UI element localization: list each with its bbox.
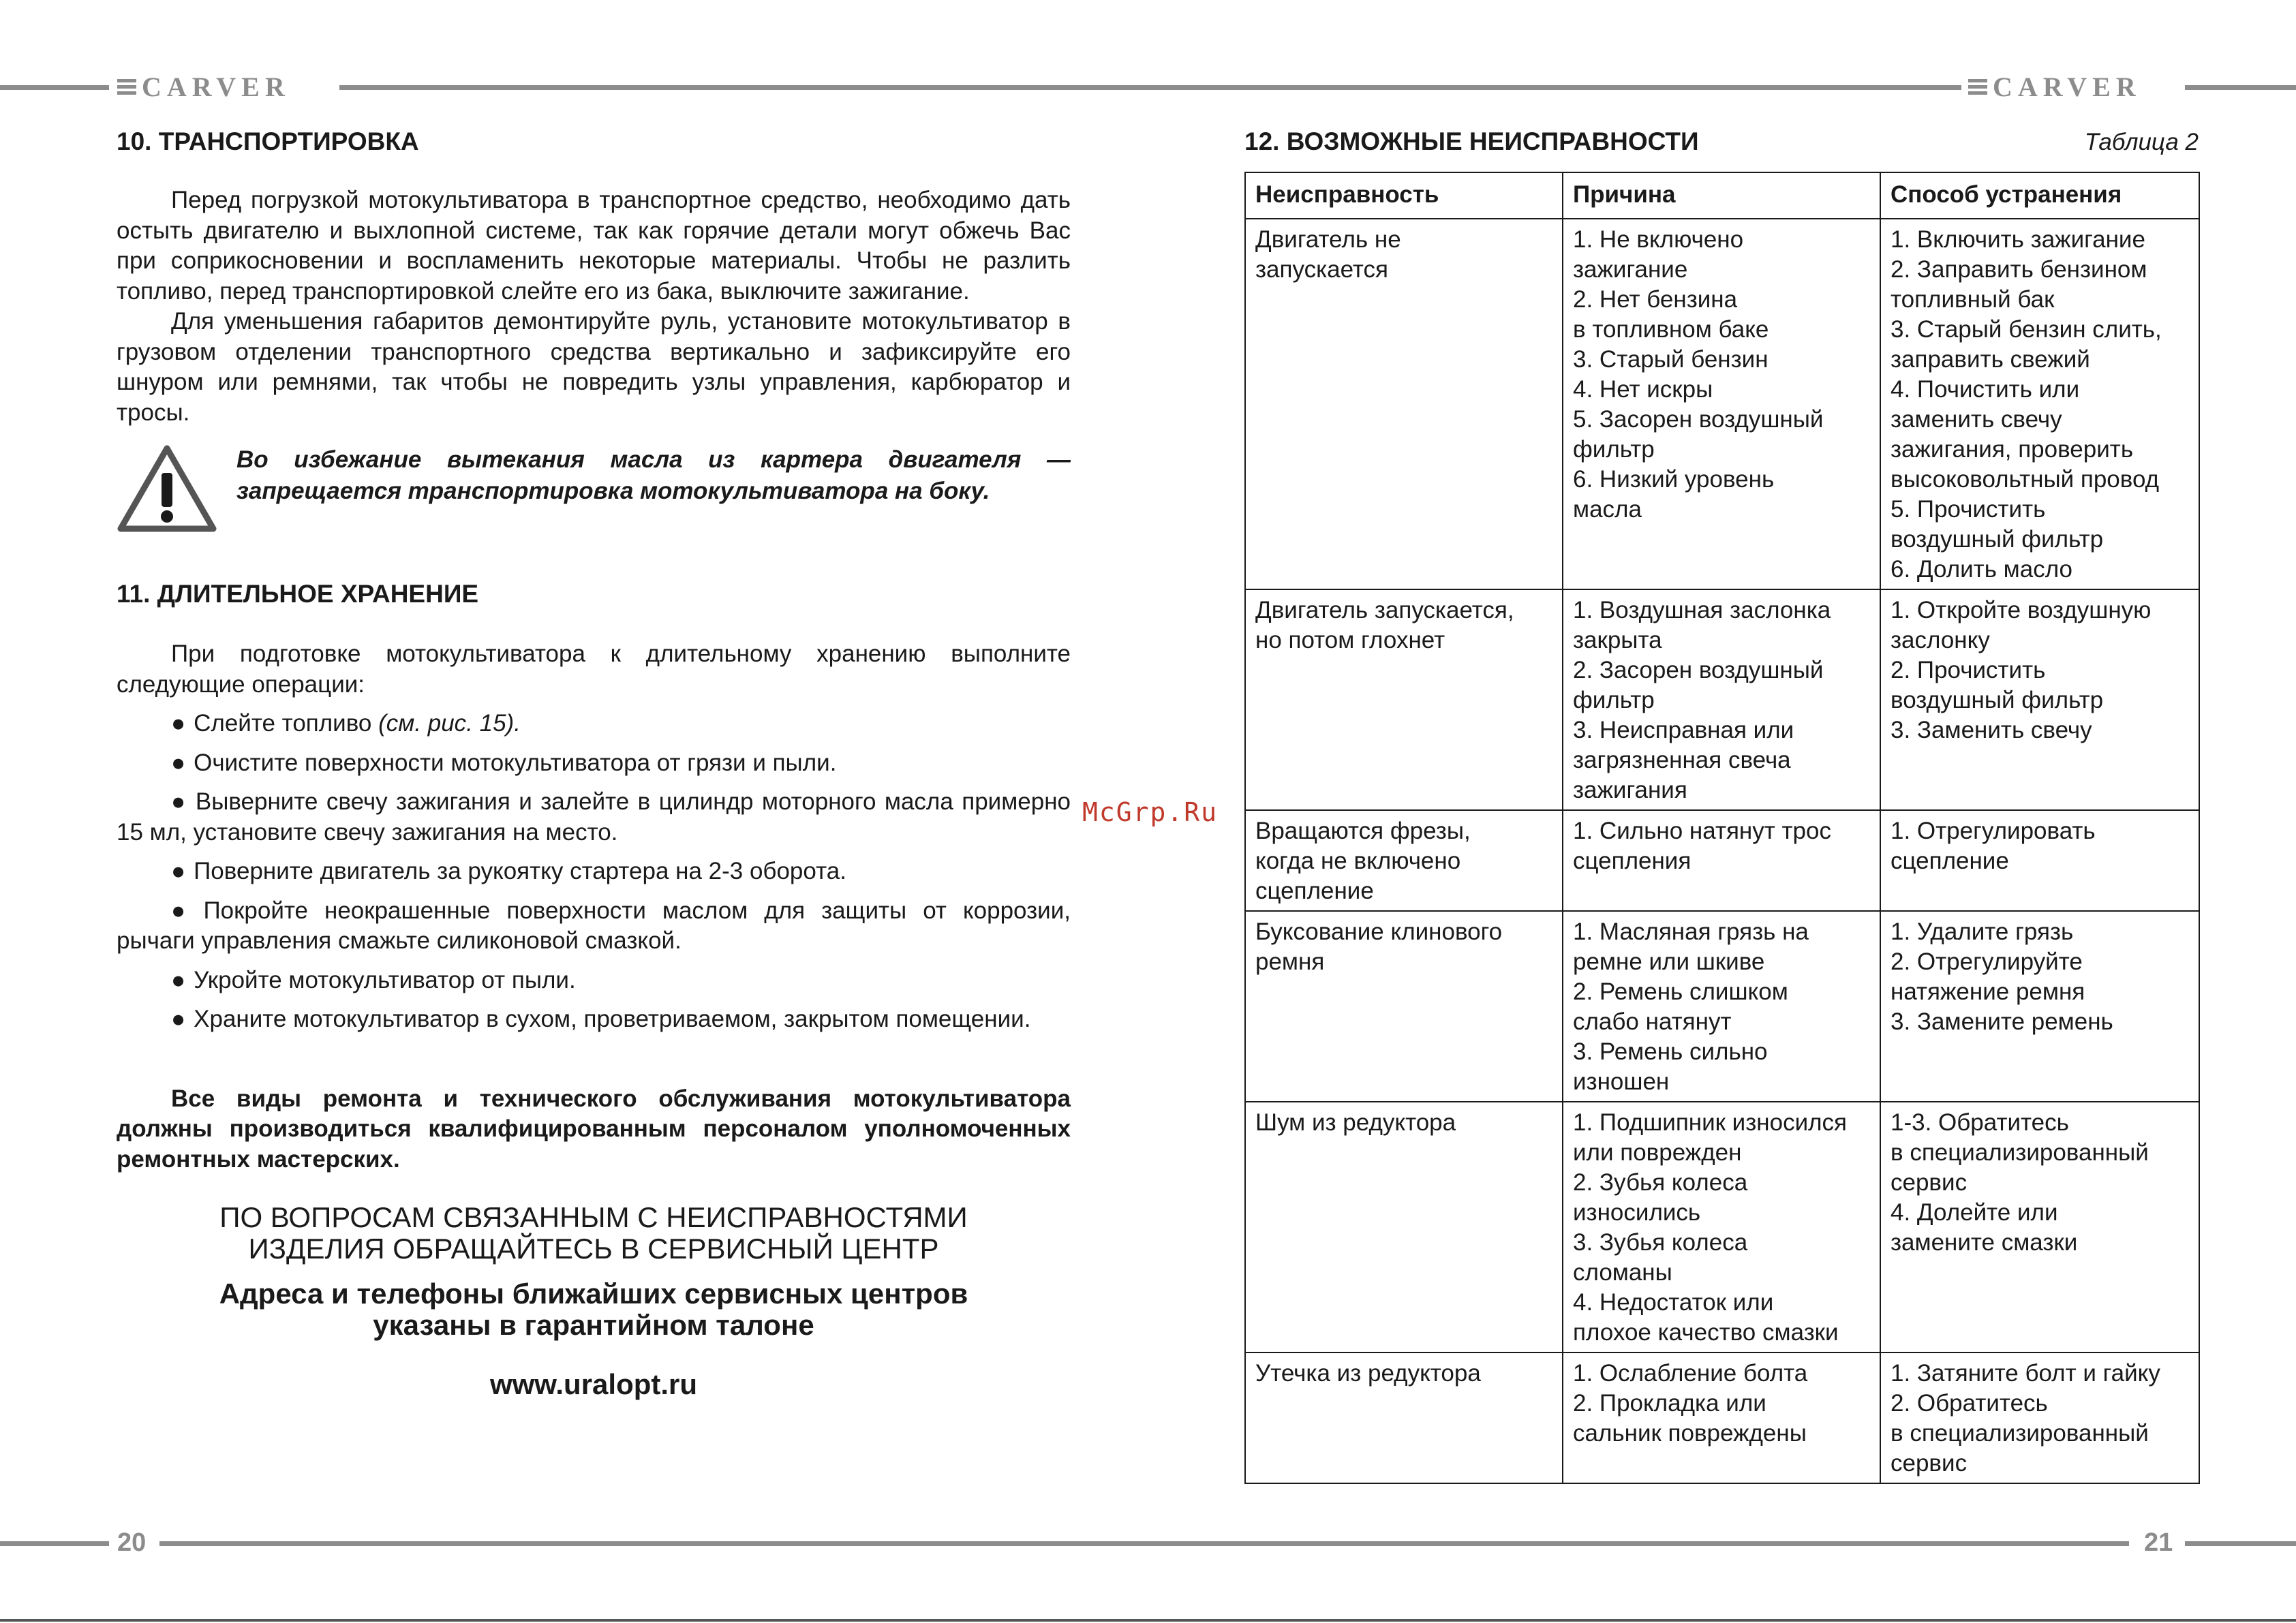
cell-line: сальник повреждены bbox=[1573, 1420, 1807, 1447]
cell-line: 3. Старый бензин bbox=[1573, 346, 1769, 373]
cell-line: сцепление bbox=[1891, 848, 2009, 874]
list-item: ● Покройте неокрашенные поверхности маслом для защиты от коррозии, рычаги управления смажьте силиконовой смазкой. bbox=[117, 897, 1071, 954]
footer-rule-right bbox=[2185, 1541, 2296, 1546]
cell-line: в топливном баке bbox=[1573, 316, 1769, 343]
cell-line: когда не включено bbox=[1255, 848, 1461, 874]
cell-line: 1. Сильно натянут трос bbox=[1573, 818, 1831, 844]
cell-line: 2. Прочистить bbox=[1891, 657, 2046, 683]
column-header-remedy: Способ устранения bbox=[1880, 172, 2199, 219]
website-link[interactable]: www.uralopt.ru bbox=[489, 1368, 698, 1400]
cell-line: Двигатель не bbox=[1255, 226, 1401, 253]
warning-triangle-icon bbox=[117, 444, 217, 534]
bullet-icon: ● bbox=[171, 1006, 186, 1032]
brand-logo-right bbox=[1968, 72, 2141, 102]
header-rule-left-b bbox=[339, 85, 1961, 90]
column-header-cause: Причина bbox=[1563, 172, 1880, 219]
cell-line: воздушный фильтр bbox=[1891, 526, 2104, 553]
service-line-2: ИЗДЕЛИЯ ОБРАЩАЙТЕСЬ В СЕРВИСНЫЙ ЦЕНТР bbox=[248, 1233, 939, 1265]
table-cell-cause bbox=[1563, 589, 1880, 810]
cell-line: ремне или шкиве bbox=[1573, 948, 1765, 975]
footer-rule-middle bbox=[159, 1541, 2129, 1546]
table-cell-remedy bbox=[1880, 589, 2199, 810]
brand-mark-icon bbox=[117, 79, 136, 95]
table-row bbox=[1245, 1352, 2199, 1483]
table-row bbox=[1245, 1102, 2199, 1352]
cell-line: зажигания, проверить bbox=[1891, 436, 2134, 463]
header-rule-right bbox=[2185, 85, 2296, 90]
list-item: ● Храните мотокультиватор в сухом, проветриваемом, закрытом помещении. bbox=[171, 1006, 1031, 1032]
cell-line: или поврежден bbox=[1573, 1139, 1742, 1166]
cell-line: 1-3. Обратитесь bbox=[1891, 1109, 2069, 1136]
cell-line: 2. Отрегулируйте bbox=[1891, 948, 2083, 975]
table-cell-remedy bbox=[1880, 219, 2199, 589]
table-cell-fault bbox=[1245, 810, 1563, 911]
footer-rule-left bbox=[0, 1541, 109, 1546]
page-number-right: 21 bbox=[2144, 1528, 2173, 1557]
column-header-fault: Неисправность bbox=[1245, 172, 1563, 219]
address-line-1: Адреса и телефоны ближайших сервисных центров bbox=[219, 1278, 968, 1310]
cell-line: высоковольтный провод bbox=[1891, 466, 2160, 493]
left-page bbox=[117, 125, 1071, 1401]
cell-line: слабо натянут bbox=[1573, 1008, 1732, 1035]
cell-line: изношен bbox=[1573, 1068, 1670, 1095]
table-title-row bbox=[1244, 125, 2199, 161]
cell-line: 1. Откройте воздушную bbox=[1891, 597, 2152, 623]
cell-line: масла bbox=[1573, 496, 1642, 523]
cell-line: сцепления bbox=[1573, 848, 1692, 874]
cell-line: воздушный фильтр bbox=[1891, 687, 2104, 713]
cell-line: 1. Воздушная заслонка bbox=[1573, 597, 1831, 623]
cell-line: 4. Долейте или bbox=[1891, 1199, 2058, 1226]
bottom-edge-rule bbox=[0, 1619, 2296, 1622]
cell-line: сцепление bbox=[1255, 878, 1374, 904]
cell-line: 4. Нет искры bbox=[1573, 376, 1713, 403]
table-cell-remedy bbox=[1880, 911, 2199, 1102]
cell-line: 1. Масляная грязь на bbox=[1573, 918, 1809, 945]
table-caption: Таблица 2 bbox=[2084, 129, 2199, 155]
cell-line: 1. Отрегулировать bbox=[1891, 818, 2096, 844]
cell-line: сервис bbox=[1891, 1169, 1968, 1196]
cell-line: 2. Зубья колеса bbox=[1573, 1169, 1748, 1196]
cell-line: заправить свежий bbox=[1891, 346, 2090, 373]
section-10-paragraph-1: Перед погрузкой мотокультиватора в транспортное средство, необходимо дать остыть двигателю и выхлопной системе, так как горячие детали могут обжечь Вас при соприкосновении и воспламенить некоторые материалы. Чтобы не разлить топливо, перед транспортировкой слейте его из бака, выключите зажигание. bbox=[117, 187, 1071, 305]
cell-line: 3. Ремень сильно bbox=[1573, 1038, 1768, 1065]
section-11-intro: При подготовке мотокультиватора к длительному хранению выполните следующие операции: bbox=[117, 640, 1071, 698]
table-cell-fault bbox=[1245, 219, 1563, 589]
table-row bbox=[1245, 589, 2199, 810]
cell-line: 3. Замените ремень bbox=[1891, 1008, 2113, 1035]
cell-line: 1. Подшипник износился bbox=[1573, 1109, 1848, 1136]
cell-line: закрыта bbox=[1573, 627, 1662, 653]
brand-logo-left bbox=[117, 72, 290, 102]
cell-line: 1. Удалите грязь bbox=[1891, 918, 2074, 945]
storage-steps-list bbox=[117, 709, 1071, 1035]
cell-line: натяжение ремня bbox=[1891, 978, 2085, 1005]
cell-line: запускается bbox=[1255, 256, 1389, 283]
cell-line: сломаны bbox=[1573, 1259, 1672, 1286]
list-item: ● Слейте топливо (см. рис. 15). bbox=[171, 710, 521, 737]
service-line-1: ПО ВОПРОСАМ СВЯЗАННЫМ С НЕИСПРАВНОСТЯМИ bbox=[219, 1201, 968, 1233]
brand-name: CARVER bbox=[142, 72, 290, 102]
warning-text: Во избежание вытекания масла из картера двигателя — запрещается транспортировка мотокультиватора на боку. bbox=[236, 446, 1071, 504]
cell-line: но потом глохнет bbox=[1255, 627, 1445, 653]
faults-table bbox=[1244, 172, 2200, 1484]
table-header-row bbox=[1245, 172, 2199, 219]
table-row bbox=[1245, 219, 2199, 589]
bullet-icon: ● bbox=[171, 710, 186, 737]
cell-line: фильтр bbox=[1573, 436, 1655, 463]
table-cell-fault bbox=[1245, 589, 1563, 810]
warning-block bbox=[117, 444, 1071, 534]
table-row bbox=[1245, 911, 2199, 1102]
cell-line: 3. Заменить свечу bbox=[1891, 717, 2092, 743]
cell-line: износились bbox=[1573, 1199, 1701, 1226]
service-contact-block bbox=[117, 1202, 1071, 1401]
figure-reference: (см. рис. 15). bbox=[378, 710, 521, 737]
section-10-title: 10. ТРАНСПОРТИРОВКА bbox=[117, 127, 419, 155]
page-number-left: 20 bbox=[117, 1528, 147, 1557]
repair-note: Все виды ремонта и технического обслуживания мотокультиватора должны производиться квалифицированным персоналом уполномоченных ремонтных мастерских. bbox=[117, 1085, 1071, 1173]
bullet-icon: ● bbox=[171, 966, 186, 993]
table-cell-remedy bbox=[1880, 1352, 2199, 1483]
cell-line: 5. Засорен воздушный bbox=[1573, 406, 1824, 433]
cell-line: сервис bbox=[1891, 1450, 1968, 1477]
cell-line: в специализированный bbox=[1891, 1420, 2149, 1447]
faults-table-body bbox=[1245, 219, 2199, 1483]
table-cell-remedy bbox=[1880, 1102, 2199, 1352]
cell-line: 2. Ремень слишком bbox=[1573, 978, 1788, 1005]
cell-line: ремня bbox=[1255, 948, 1325, 975]
cell-line: 6. Низкий уровень bbox=[1573, 466, 1775, 493]
table-cell-cause bbox=[1563, 810, 1880, 911]
cell-line: 3. Неисправная или bbox=[1573, 717, 1794, 743]
bullet-icon: ● bbox=[171, 858, 186, 884]
cell-line: 1. Затяните болт и гайку bbox=[1891, 1360, 2160, 1387]
cell-line: Шум из редуктора bbox=[1255, 1109, 1456, 1136]
cell-line: Двигатель запускается, bbox=[1255, 597, 1514, 623]
list-item: ● Поверните двигатель за рукоятку стартера на 2-3 оборота. bbox=[171, 858, 846, 884]
section-12-title: 12. ВОЗМОЖНЫЕ НЕИСПРАВНОСТИ bbox=[1244, 127, 1699, 155]
list-item: ● Выверните свечу зажигания и залейте в цилиндр моторного масла примерно 15 мл, установите свечу зажигания на место. bbox=[117, 788, 1071, 846]
cell-line: 1. Включить зажигание bbox=[1891, 226, 2145, 253]
cell-line: Буксование клинового bbox=[1255, 918, 1503, 945]
table-cell-cause bbox=[1563, 1352, 1880, 1483]
cell-line: 3. Зубья колеса bbox=[1573, 1229, 1748, 1256]
bullet-icon: ● bbox=[171, 897, 196, 924]
cell-line: 6. Долить масло bbox=[1891, 556, 2072, 583]
cell-line: Вращаются фрезы, bbox=[1255, 818, 1471, 844]
brand-name: CARVER bbox=[1993, 72, 2141, 102]
section-11-title: 11. ДЛИТЕЛЬНОЕ ХРАНЕНИЕ bbox=[117, 580, 479, 608]
header-rule-left-a bbox=[0, 85, 109, 90]
address-line-2: указаны в гарантийном талоне bbox=[373, 1309, 814, 1341]
cell-line: 3. Старый бензин слить, bbox=[1891, 316, 2162, 343]
table-cell-fault bbox=[1245, 911, 1563, 1102]
cell-line: замените смазки bbox=[1891, 1229, 2078, 1256]
list-item: ● Очистите поверхности мотокультиватора от грязи и пыли. bbox=[171, 749, 837, 776]
cell-line: зажигания bbox=[1573, 777, 1687, 803]
table-cell-cause bbox=[1563, 911, 1880, 1102]
cell-line: зажигание bbox=[1573, 256, 1688, 283]
bullet-icon: ● bbox=[171, 749, 186, 776]
table-cell-fault bbox=[1245, 1102, 1563, 1352]
table-row bbox=[1245, 810, 2199, 911]
list-item: ● Укройте мотокультиватор от пыли. bbox=[171, 966, 576, 993]
section-10-paragraph-2: Для уменьшения габаритов демонтируйте руль, установите мотокультиватор в грузовом отделении транспортного средства вертикально и зафиксируйте его шнуром или ремнями, так чтобы не повредить узлы управления, карбюратор и тросы. bbox=[117, 308, 1071, 426]
cell-line: топливный бак bbox=[1891, 286, 2055, 313]
table-cell-remedy bbox=[1880, 810, 2199, 911]
cell-line: Утечка из редуктора bbox=[1255, 1360, 1481, 1387]
cell-line: 4. Почистить или bbox=[1891, 376, 2080, 403]
cell-line: заслонку bbox=[1891, 627, 1990, 653]
cell-line: заменить свечу bbox=[1891, 406, 2062, 433]
cell-line: 1. Не включено bbox=[1573, 226, 1744, 253]
cell-line: 2. Прокладка или bbox=[1573, 1390, 1766, 1417]
table-cell-fault bbox=[1245, 1352, 1563, 1483]
cell-line: 2. Засорен воздушный bbox=[1573, 657, 1824, 683]
cell-line: фильтр bbox=[1573, 687, 1655, 713]
bullet-icon: ● bbox=[171, 788, 187, 815]
watermark: McGrp.Ru bbox=[1082, 797, 1219, 827]
table-cell-cause bbox=[1563, 219, 1880, 589]
cell-line: плохое качество смазки bbox=[1573, 1319, 1839, 1346]
cell-line: загрязненная свеча bbox=[1573, 747, 1791, 773]
cell-line: 2. Нет бензина bbox=[1573, 286, 1738, 313]
table-cell-cause bbox=[1563, 1102, 1880, 1352]
cell-line: 2. Обратитесь bbox=[1891, 1390, 2048, 1417]
cell-line: 5. Прочистить bbox=[1891, 496, 2046, 523]
right-page bbox=[1244, 125, 2199, 1484]
cell-line: 4. Недостаток или bbox=[1573, 1289, 1774, 1316]
cell-line: в специализированный bbox=[1891, 1139, 2149, 1166]
cell-line: 1. Ослабление болта bbox=[1573, 1360, 1808, 1387]
brand-mark-icon bbox=[1968, 79, 1987, 95]
cell-line: 2. Заправить бензином bbox=[1891, 256, 2147, 283]
